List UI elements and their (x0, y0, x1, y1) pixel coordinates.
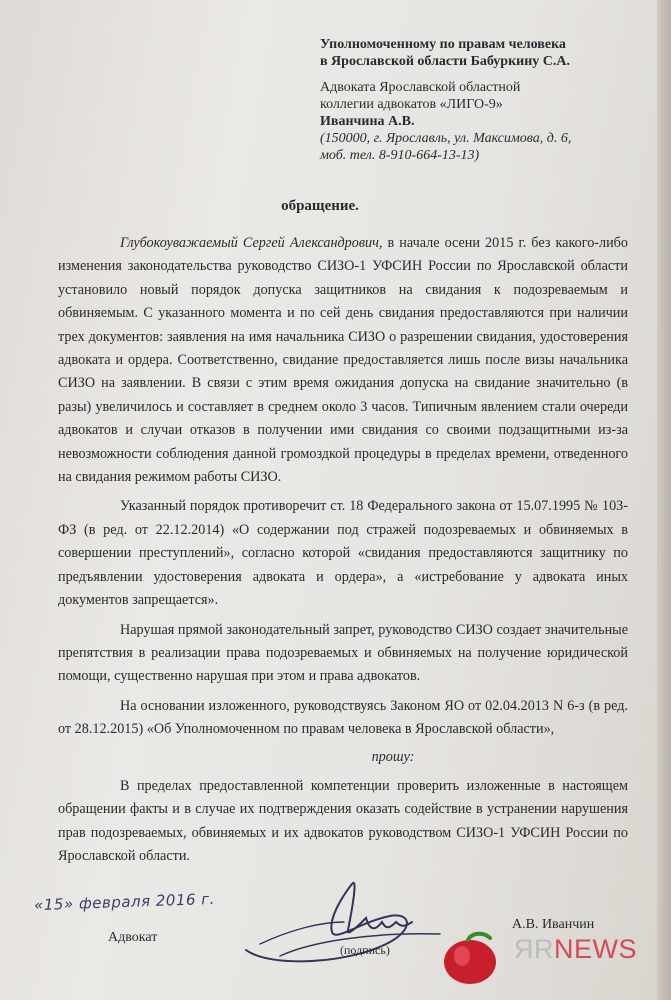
request-word: прошу: (371, 748, 415, 765)
paragraph-5: В пределах предоставленной компетенции проверить изложенные в настоящем обращении факты и в случае их подтверждения оказать содействие в устранении нарушения прав подозреваемых, обвиняемых и их адвокатов руководством СИЗО-1 УФСИН России по Ярославской области. (58, 777, 628, 865)
paragraph-3: Нарушая прямой законодательный запрет, руководство СИЗО создает значительные препятствия в реализации права подозреваемых и обвиняемых на получение юридической помощи, существенно нарушая при этом и права адвокатов. (58, 621, 628, 685)
paragraph-2: Указанный порядок противоречит ст. 18 Федерального закона от 15.07.1995 № 103-ФЗ (в ред. от 22.12.2014) «О содержании под стражей подозреваемых и обвиняемых в совершении преступлений», согласно которой «свидания предоставляются защитнику по предъявлении удостоверения адвоката и ордера», а «истребование у адвоката иных документов запрещается». (58, 498, 628, 609)
signature-caption: (подпись) (340, 943, 390, 957)
handwritten-date: «15» февраля 2016 г. (33, 889, 216, 915)
salutation: Глубокоуважаемый Сергей Александрович, (120, 235, 383, 251)
paragraph-1 (58, 232, 628, 489)
paragraph-1-text: в начале осени 2015 г. без какого-либо изменения законодательства руководство СИЗО-1 УФСИН России по Ярославской области установило новый порядок допуска защитников на свидания к подозреваемым и обвиняемым. С указанного момента и по сей день свидания предоставляются при наличии трех документов: заявления на имя начальника СИЗО о разрешении свидания, удостоверения адвоката и ордера. Соответственно, свидание предоставляется лишь после визы начальника СИЗО на заявлении. В связи с этим время ожидания допуска на свидание значительно (в разы) увеличилось и составляет в среднем около 3 часов. Типичным явлением стали очереди адвокатов и случаи отказов в получении ими свидания со своими подзащитными из-за невозможности соблюдения данной громоздкой процедуры в пределах времени, отведенного на свидания режимом работы СИЗО. (58, 235, 628, 486)
sender-name: Иванчина А.В. (320, 114, 415, 129)
sender-line: Адвоката Ярославской областной (320, 80, 521, 95)
sender-line: коллегии адвокатов «ЛИГО-9» (320, 97, 503, 112)
watermark-part-1: ЯR (514, 934, 554, 964)
paragraph-4: На основании изложенного, руководствуясь Законом ЯО от 02.04.2013 N 6-з (в ред. от 28.12.2015) «Об Уполномоченном по правам человека в Ярославской области», (58, 697, 628, 738)
signer-name: А.В. Иванчин (512, 917, 595, 932)
sender-address: (150000, г. Ярославль, ул. Максимова, д. 6, (320, 131, 572, 146)
signer-role: Адвокат (108, 930, 158, 945)
addressee-line: Уполномоченному по правам человека (320, 37, 566, 52)
letter-body (58, 232, 628, 869)
watermark-logo (514, 934, 637, 965)
addressee-line: в Ярославской области Бабуркину С.А. (320, 54, 571, 69)
document-title: обращение. (281, 198, 359, 214)
sender-block (320, 79, 650, 164)
addressee-block (320, 36, 650, 70)
paper-edge-shadow (657, 0, 671, 1000)
watermark-part-2: NEWS (554, 934, 637, 964)
sender-phone: моб. тел. 8-910-664-13-13) (320, 148, 480, 163)
